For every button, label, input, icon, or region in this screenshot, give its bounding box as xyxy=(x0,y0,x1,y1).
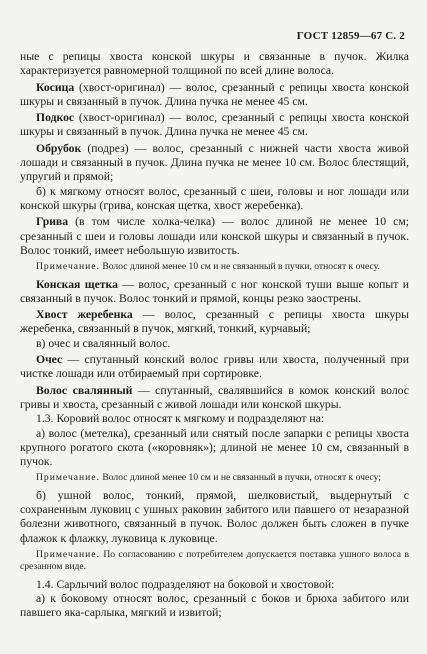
document-body xyxy=(20,50,409,621)
body-paragraph xyxy=(20,50,409,79)
body-paragraph xyxy=(20,592,409,621)
paragraph-text: — волос, срезанный с репицы хвоста шкуры жеребенка, связанный в пучок, мягкий, тонкий, курчавый; xyxy=(20,308,409,336)
paragraph-text: — волос, срезанный с ног конской туши выше копыт и связанный в пучок. Волос тонкий и прямой, концы резко заострены. xyxy=(20,277,409,305)
note-label: Примечание. xyxy=(36,261,100,273)
paragraph-text: Волос длиной менее 10 см и не связанный в пучки, относят к очесу; xyxy=(99,472,381,484)
note-paragraph xyxy=(20,472,409,484)
term-definition xyxy=(20,308,409,337)
paragraph-text: (подрез) — волос, срезанный с нижней части хвоста живой лошади и связанный в пучок. Длина пучка не менее 10 см. Волос блестящий, упругий и прямой; xyxy=(20,141,409,184)
term-definition xyxy=(20,353,409,382)
term-definition xyxy=(20,142,409,185)
body-paragraph xyxy=(20,489,409,546)
term-definition xyxy=(20,384,409,413)
paragraph-text: По согласованию с потребителем допускается поставка ушного волоса в срезанном виде. xyxy=(20,549,409,573)
paragraph-text: (хвост-оригинал) — волос, срезанный с репицы хвоста конской шкуры и связанный в пучок. Длина пучка не менее 45 см. xyxy=(20,80,409,108)
paragraph-text: б) ушной волос, тонкий, прямой, шелковистый, выдернутый с сохраненным луковиц с ушных раковин забитого или павшего от незаразной болезни животного, связанный в пучок. Волос должен быть сложен в пучке флажок к флажку, луковица к луковице. xyxy=(20,488,409,545)
term-name: Конская щетка xyxy=(36,277,118,291)
paragraph-text: Волос длиной менее 10 см и не связанный в пучки, относят к очесу. xyxy=(99,261,380,273)
term-definition xyxy=(20,215,409,258)
term-name: Волос свалянный xyxy=(36,383,133,397)
term-name: Грива xyxy=(36,215,69,229)
paragraph-text: а) волос (метелка), срезанный или снятый после запарки с репицы хвоста крупного рогатого скота («коровняк»); длиной не менее 10 см, связанный в пучок. xyxy=(20,426,409,469)
paragraph-text: б) к мягкому относят волос, срезанный с шеи, головы и ног лошади или конской шкуры (грива, конская щетка, хвост жеребенка). xyxy=(20,184,409,212)
note-paragraph xyxy=(20,549,409,574)
term-definition xyxy=(20,278,409,307)
paragraph-text: 1.3. Коровий волос относят к мягкому и подразделяют на: xyxy=(36,412,325,426)
paragraph-text: а) к боковому относят волос, срезанный с боков и брюха забитого или павшего яка-сарлыка, мягкий и извитой; xyxy=(20,592,409,620)
term-name: Обрубок xyxy=(36,141,82,155)
paragraph-text: (хвост-оригинал) — волос, срезанный с репицы хвоста конской шкуры и связанный в пучок. Длина пучка не менее 45 см. xyxy=(20,111,409,139)
note-label: Примечание. xyxy=(36,549,100,561)
paragraph-text: — спутанный, свалявшийся в комок конский волос гривы и хвоста, срезанный с живой лошади или конской шкуры. xyxy=(20,383,409,411)
body-paragraph xyxy=(20,412,409,426)
paragraph-text: 1.4. Сарлычий волос подразделяют на боковой и хвостовой: xyxy=(36,577,335,591)
note-label: Примечание. xyxy=(36,472,100,484)
term-name: Хвост жеребенка xyxy=(36,308,133,322)
paragraph-text: ные с репицы хвоста конской шкуры и связанные в пучок. Жилка характеризуется равномерной толщиной по всей длине волоса. xyxy=(20,50,409,78)
body-paragraph xyxy=(20,185,409,214)
paragraph-text: (в том числе холка-челка) — волос длиной не менее 10 см; срезанный с шеи и головы лошади или конской шкуры и связанный в пучок. Волос тонкий, имеет небольшую извитость. xyxy=(20,215,409,257)
body-paragraph xyxy=(20,578,409,592)
term-definition xyxy=(20,81,409,110)
term-name: Подкос xyxy=(36,111,75,125)
page-header: ГОСТ 12859—67 С. 2 xyxy=(296,30,405,42)
paragraph-text: в) очес и свалянный волос. xyxy=(36,336,171,350)
term-name: Косица xyxy=(36,80,75,94)
term-definition xyxy=(20,111,409,140)
body-paragraph xyxy=(20,337,409,351)
note-paragraph xyxy=(20,261,409,273)
paragraph-text: — спутанный конский волос гривы или хвоста, полученный при чистке лошади или отбираемый при сортировке. xyxy=(20,353,409,381)
term-name: Очес xyxy=(36,353,63,367)
body-paragraph xyxy=(20,427,409,470)
